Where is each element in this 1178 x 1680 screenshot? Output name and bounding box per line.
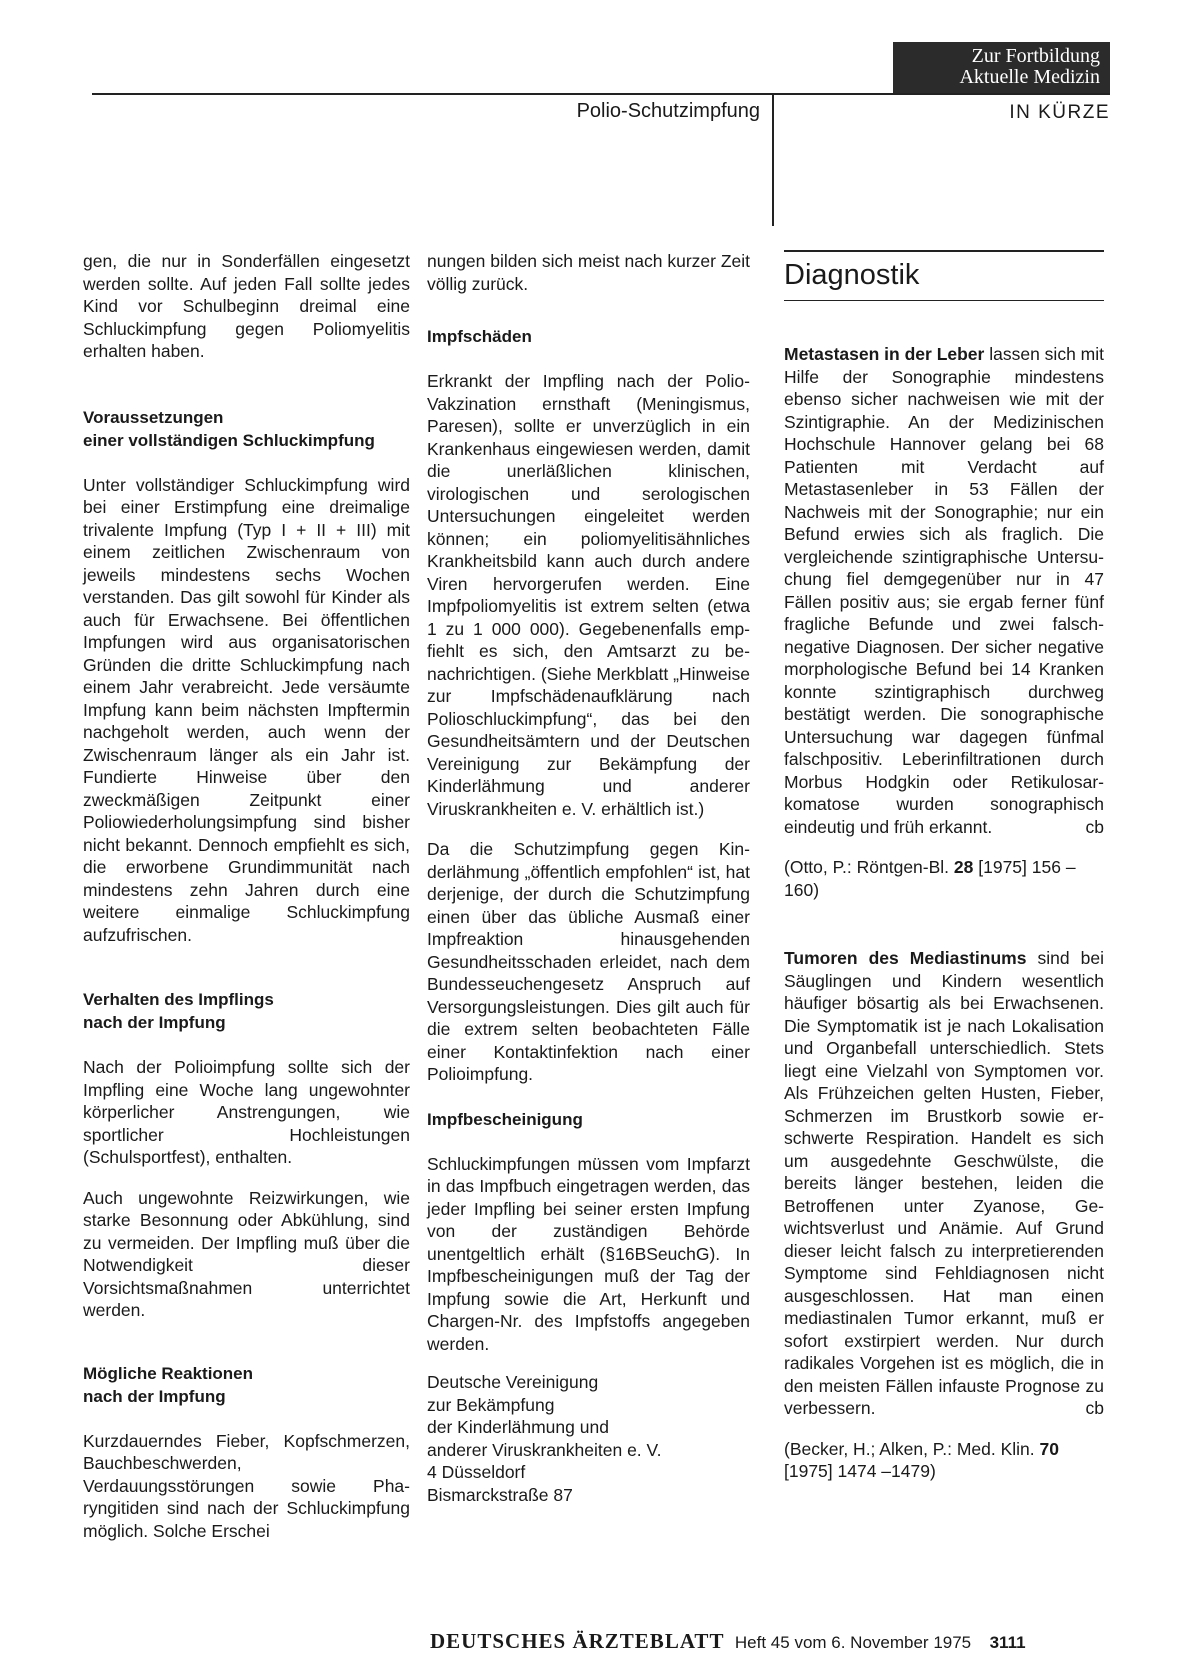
author-initials: cb (1085, 1398, 1104, 1418)
paragraph: Erkrankt der Impfling nach der Polio-Vakzination ernsthaft (Meningismus, Paresen), sollte er unverzüglich in ein Krankenhaus eingewiesen werden, damit die unerläßlichen klinischen, virologischen und serologischen Untersuchungen eingeleitet werden können; ein poliomyelitisähnliches Krankheitsbild kann auch durch andere Viren hervorgerufen werden. Eine Impfpoliomyelitis ist extrem selten (etwa 1 zu 1 000 000). Gegebenenfalls empfiehlt es sich, den Amtsarzt zu benachrichtigen. (Siehe Merkblatt „Hinweise zur Impfschädenaufklärung nach Polioschluckimpfung“, das bei den Gesundheitsämtern und der Deutschen Vereinigung zur Bekämpfung der Kinderlähmung und anderer Viruskrankheiten e. V. erhältlich ist.) (427, 371, 750, 819)
page-footer (430, 1629, 1110, 1659)
reference-text: (Becker, H.; Alken, P.: Med. Klin. (784, 1438, 1040, 1459)
running-title: Polio-Schutzimpfung (576, 100, 760, 122)
address-line: 4 Düsseldorf (427, 1462, 526, 1482)
column-1 (83, 250, 410, 1542)
subheading-line: Verhalten des Impflings (83, 990, 274, 1009)
reference-text: [1975] 156 –160) (784, 857, 1076, 900)
address-line: der Kinderlähmung und (427, 1417, 609, 1437)
lead-term: Tumoren des Mediastinums (784, 948, 1027, 968)
issue-info: Heft 45 vom 6. November 1975 (734, 1633, 972, 1652)
subheading-voraussetzungen (83, 406, 410, 452)
lead-term: Metastasen in der Leber (784, 344, 985, 364)
journal-name: DEUTSCHES ÄRZTEBLATT (430, 1629, 725, 1653)
reference (784, 856, 1104, 901)
paragraph: Nach der Polioimpfung sollte sich der Impfling eine Woche lang ungewohnter körperlicher Anstrengungen, wie sportlicher Hochleistungen (Schulsportfest), enthalten. (83, 1057, 410, 1167)
subheading-line: einer vollständigen Schluckimpfung (83, 430, 375, 450)
paragraph-metastasen (784, 343, 1104, 838)
address-line: zur Bekämpfung (427, 1394, 555, 1415)
section-rule-top (784, 250, 1104, 252)
subheading-line: Mögliche Reaktionen (83, 1363, 254, 1383)
author-initials: cb (1085, 816, 1104, 837)
address-block (427, 1371, 750, 1506)
subheading-line: nach der Impfung (83, 1386, 226, 1406)
section-title: Diagnostik (784, 258, 920, 291)
paragraph-text: sind bei Säuglingen und Kindern wesentlich häufiger bösartig als bei Erwachsenen. Die Symptomatik ist je nach Lokalisation und Organbefall unterschiedlich. Stets liegt eine Vielzahl von Symptomen vor. Als Frühzeichen gelten Husten, Fieber, Schmerzen im Brustkorb sowie erschwerte Respiration. Handelt es sich um ausgedehnte Geschwülste, die bereits länger bestehen, leiden die Betroffenen unter Zyanose, Gewichtsverlust und Anämie. Auf Grund dieser leicht falsch zu interpretierenden Symptome sind Fehldiagnosen nicht ausgeschlossen. Hat man einen mediastinalen Tumor erkannt, muß er sofort exstirpiert werden. Nur durch radikales Vorgehen ist es möglich, die in den meisten Fällen infauste Prognose zu verbessern. (784, 948, 1104, 1418)
reference-volume: 28 (953, 857, 974, 877)
address-line: Bismarckstraße 87 (427, 1484, 573, 1505)
paragraph-text: lassen sich mit Hilfe der Sonographie mindestens ebenso sicher nachweisen wie mit der Szintigraphie. An der Medizinischen Hochschule Hannover gelang bei 68 Patienten mit Verdacht auf Metastasenleber in 53 Fällen der Nachweis mit der Sonographie; nur ein Befund erwies sich als fraglich. Die vergleichende szintigraphische Untersuchung fiel demgegenüber nur in 47 Fällen positiv aus; sie ergab ferner fünf fragliche Befunde und zwei falsch-negative Diagnosen. Der sicher negative morphologische Befund bei 14 Kranken konnte szintigraphisch durchweg bestätigt werden. Die sonographische Untersuchung war dagegen fünfmal falschpositiv. Leberinfiltrationen durch Morbus Hodgkin oder Retikulosarkomatose wurden sonographisch eindeutig und früh erkannt. (784, 344, 1104, 837)
section-badge (893, 42, 1110, 94)
paragraph: gen, die nur in Sonderfällen eingesetzt werden sollte. Auf jeden Fall sollte jedes Kind vor Schulbeginn dreimal eine Schluckimpfung gegen Poliomyelitis erhalten haben. (83, 251, 410, 361)
subheading-line: Voraussetzungen (83, 407, 224, 427)
paragraph-tumoren (784, 947, 1104, 1420)
section-rule-bottom (784, 300, 1104, 302)
subheading-impfbescheinigung: Impfbescheinigung (427, 1109, 583, 1129)
reference-text: (Otto, P.: Röntgen-Bl. (784, 857, 954, 877)
badge-line-1: Zur Fortbildung (971, 45, 1100, 67)
badge-line-2: Aktuelle Medizin (959, 66, 1100, 88)
page-number: 3111 (989, 1633, 1026, 1652)
subheading-reaktionen (83, 1362, 410, 1408)
paragraph: Schluckimpfungen müssen vom Impfarzt in das Impfbuch eingetragen werden, das jeder Impfling bei seiner ersten Impfung von der zuständigen Behörde unentgeltlich erhält (§16BSeuchG). In Impfbescheinigungen muß der Tag der Impfung sowie die Art, Herkunft und Chargen-Nr. des Impfstoffs angegeben werden. (427, 1153, 750, 1354)
reference-text: [1975] 1474 –1479) (784, 1461, 936, 1481)
section-label: IN KÜRZE (1009, 102, 1110, 123)
paragraph: Kurzdauerndes Fieber, Kopfschmerzen, Bauchbeschwerden, Verdauungsstörungen sowie Pharyngitiden sind nach der Schluckimpfung möglich. Solche Erschei (83, 1430, 410, 1541)
reference-volume: 70 (1039, 1438, 1059, 1459)
paragraph: Auch ungewohnte Reizwirkungen, wie starke Besonnung oder Abkühlung, sind zu vermeiden. Der Impfling muß über die Notwendigkeit dieser Vorsichtsmaßnahmen unterrichtet werden. (83, 1187, 410, 1320)
reference (784, 1438, 1104, 1483)
subheading-line: nach der Impfung (83, 1013, 226, 1032)
address-line: Deutsche Vereinigung (427, 1372, 599, 1392)
header-divider (772, 94, 774, 226)
paragraph: Unter vollständiger Schluckimpfung wird bei einer Erstimpfung eine dreimalige trivalente Impfung (Typ I + II + III) mit einem zeitlichen Zwischenraum von jeweils mindestens sechs Wochen verstanden. Das gilt sowohl für Kinder als auch für Erwachsene. Bei öffentlichen Impfungen wird aus organisatorischen Gründen die dritte Schluckimpfung nach einem Jahr verabreicht. Jede versäumte Impfung kann beim nächsten Impftermin nachgeholt werden, auch wenn der Zwischenraum länger als ein Jahr ist. Fundierte Hinweise über den zweckmäßigen Zeitpunkt einer Poliowiederholungsimpfung sind bisher nicht bekannt. Dennoch empfiehlt es sich, die erworbene Grundimmunität nach mindestens zehn Jahren durch eine weitere einmalige Schluckimpfung aufzufrischen. (83, 474, 410, 945)
header-rule (92, 93, 1110, 95)
subheading-impfschaeden: Impfschäden (427, 327, 532, 346)
column-3 (784, 250, 1104, 1483)
address-line: anderer Viruskrankheiten e. V. (427, 1439, 662, 1460)
paragraph: Da die Schutzimpfung gegen Kinderlähmung „öffentlich empfohlen“ ist, hat derjenige, der durch die Schutzimpfung einen über das übliche Ausmaß einer Impfreaktion hinausgehenden Gesundheitsschaden erleidet, nach dem Bundesseuchengesetz Anspruch auf Versorgungsleistungen. Dies gilt auch für die extrem selten beobachteten Fälle einer Kontaktinfektion nach einer Polioimpfung. (427, 839, 750, 1084)
column-2 (427, 250, 750, 1506)
paragraph: nungen bilden sich meist nach kurzer Zeit völlig zurück. (427, 251, 750, 294)
subheading-verhalten (83, 988, 410, 1034)
